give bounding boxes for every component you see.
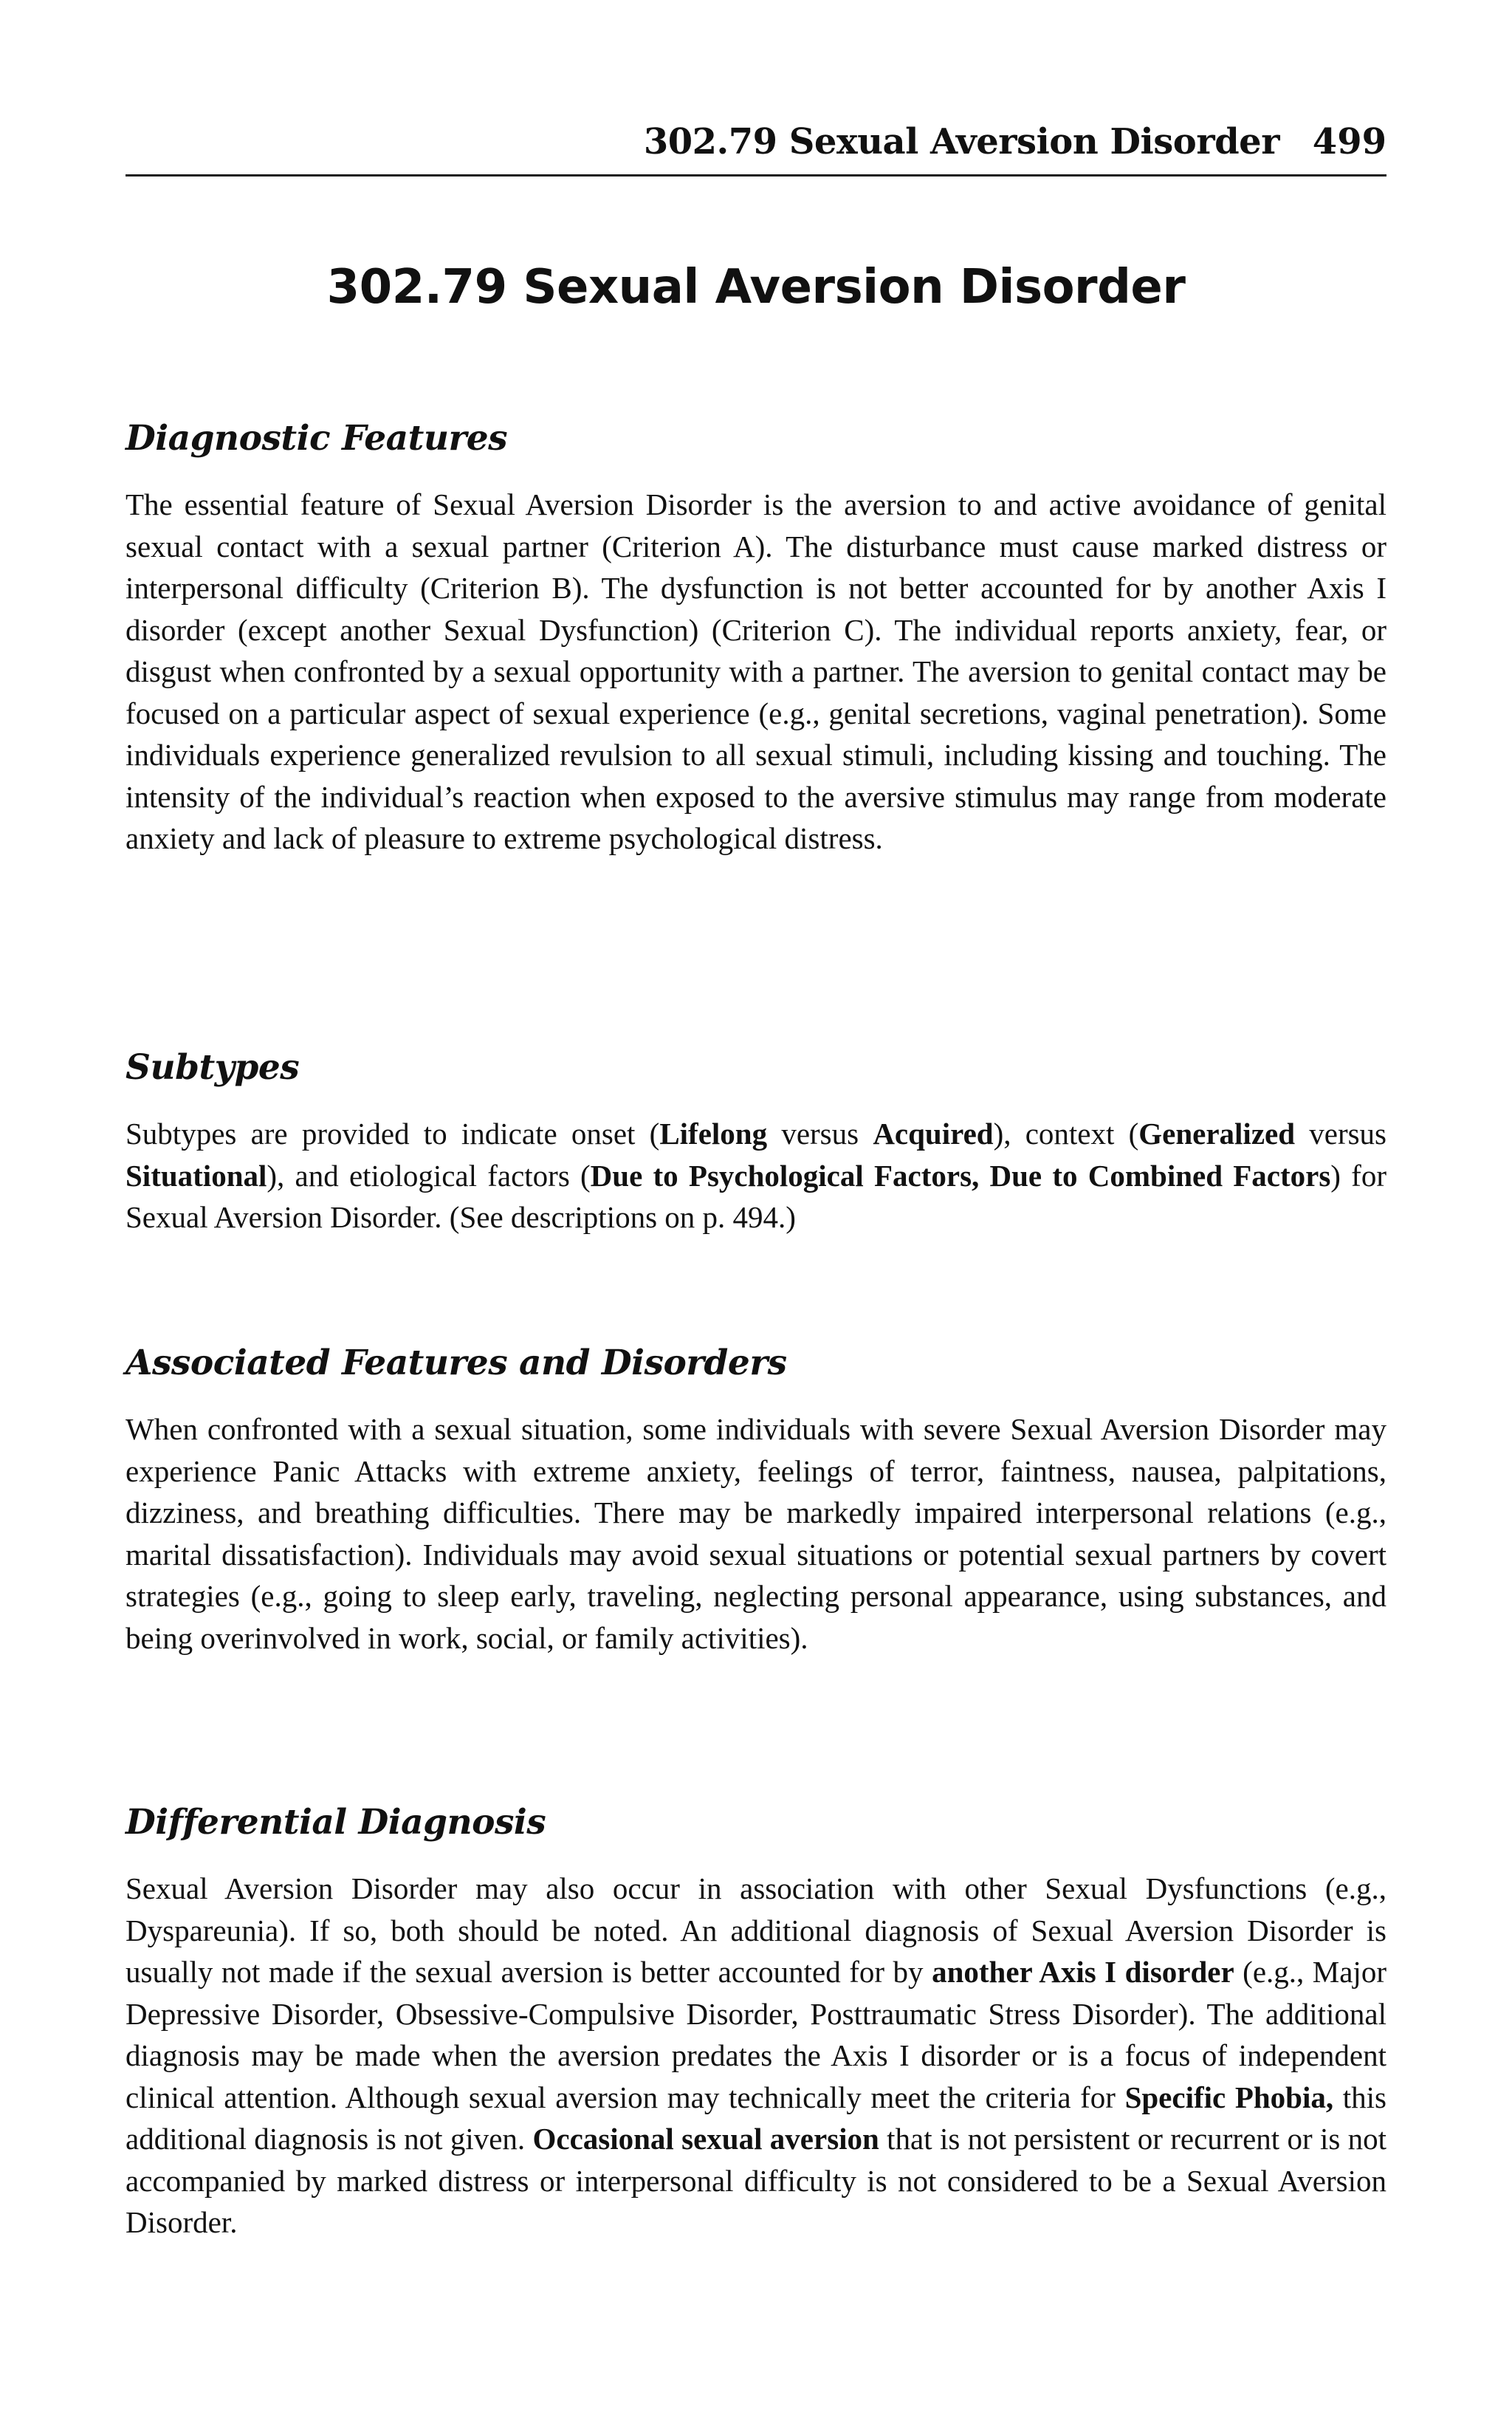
bold-term: Occasional sexual aversion [532, 2122, 879, 2156]
bold-term: another Axis I disorder [932, 1955, 1234, 1989]
section-subtypes [126, 1047, 1386, 1238]
chapter-title: 302.79 Sexual Aversion Disorder [326, 260, 1186, 315]
section-heading: Associated Features and Disorders [126, 1343, 787, 1383]
text-run: ) for Sexual Aversion Disorder. (See descriptions on p. 494.) [126, 1158, 1386, 1234]
section-associated-features [126, 1343, 1386, 1659]
bold-term: Lifelong [659, 1117, 768, 1151]
section-heading: Subtypes [126, 1047, 300, 1088]
section-differential-diagnosis [126, 1802, 1386, 2244]
section-body [126, 1113, 1386, 1238]
bold-term: Acquired [873, 1117, 994, 1151]
text-run: versus [1295, 1117, 1387, 1151]
text-run: that is not persistent or recurrent or is not accompanied by marked distress or interpersonal difficulty is not considered to be a Sexual Aversion Disorder. [126, 2122, 1386, 2239]
section-body: The essential feature of Sexual Aversion Disorder is the aversion to and active avoidance of genital sexual contact with a sexual partner (Criterion A). The disturbance must cause marked distress or interpersonal difficulty (Criterion B). The dysfunction is not better accounted for by another Axis I disorder (except another Sexual Dysfunction) (Criterion C). The individual reports anxiety, fear, or disgust when confronted by a sexual opportunity with a partner. The aversion to genital contact may be focused on a particular aspect of sexual experience (e.g., genital secretions, vaginal penetration). Some individuals experience generalized revulsion to all sexual stimuli, including kissing and touching. The intensity of the individual’s reaction when exposed to the aversive stimulus may range from moderate anxiety and lack of pleasure to extreme psychological distress. [126, 487, 1386, 855]
running-head [126, 118, 1386, 177]
text-run: Sexual Aversion Disorder may also occur in association with other Sexual Dysfunctions (e.g., Dyspareunia). If so, both should be noted. An additional diagnosis of Sexual Aversion Disorder is usually not made if the sexual aversion is better accounted for by [126, 1871, 1386, 1989]
section-body [126, 1868, 1386, 2244]
bold-term: Generalized [1138, 1117, 1296, 1151]
text-run: this additional diagnosis is not given. [126, 2080, 1386, 2156]
section-body: When confronted with a sexual situation, some individuals with severe Sexual Aversion Disorder may experience Panic Attacks with extreme anxiety, feelings of terror, faintness, nausea, palpitations, dizziness, and breathing difficulties. There may be markedly impaired interpersonal relations (e.g., marital dissatisfaction). Individuals may avoid sexual situations or potential sexual partners by covert strategies (e.g., going to sleep early, traveling, neglecting personal appearance, using substances, and being overinvolved in work, social, or family activities). [126, 1412, 1386, 1655]
section-heading: Diagnostic Features [126, 418, 508, 459]
text-run: (e.g., Major Depressive Disorder, Obsessive-Compulsive Disorder, Posttraumatic Stress Disorder). The additional diagnosis may be made when the aversion predates the Axis I disorder or is a focus of independent clinical attention. Although sexual aversion may technically meet the criteria for [126, 1955, 1386, 2114]
section-heading: Differential Diagnosis [126, 1802, 546, 1843]
text-run: versus [767, 1117, 873, 1151]
bold-term: Situational [126, 1158, 267, 1193]
section-diagnostic-features [126, 418, 1386, 860]
bold-term: Due to Psychological Factors, Due to Combined Factors [590, 1158, 1331, 1193]
bold-term: Specific Phobia, [1124, 2080, 1334, 2114]
text-run: ), context ( [993, 1117, 1139, 1151]
page-number: 499 [1312, 121, 1386, 162]
text-run: ), and etiological factors ( [267, 1158, 591, 1193]
running-head-title: 302.79 Sexual Aversion Disorder [643, 121, 1279, 162]
text-run: Subtypes are provided to indicate onset ( [126, 1117, 660, 1151]
